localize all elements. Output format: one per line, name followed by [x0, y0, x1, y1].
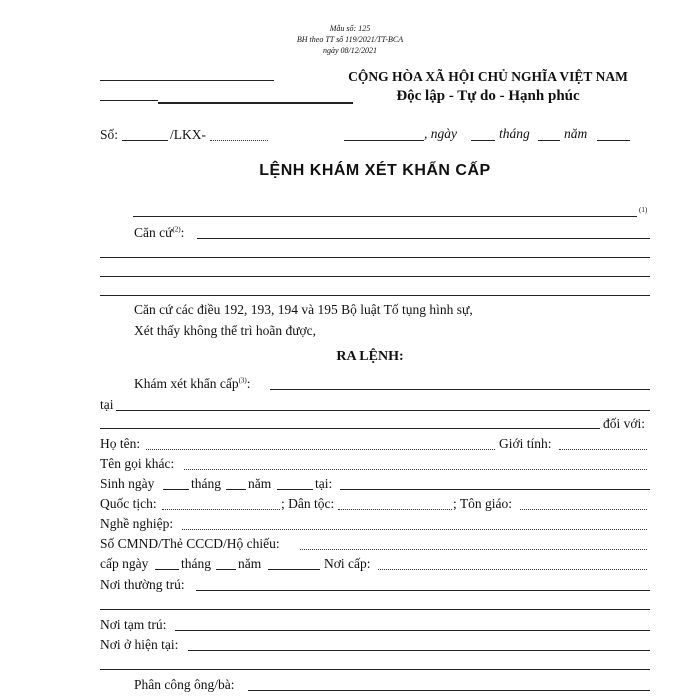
issue-day-field[interactable] — [155, 569, 179, 570]
location-label: tại — [100, 397, 114, 412]
nationality-field[interactable] — [162, 509, 280, 510]
date-day-field[interactable] — [471, 140, 495, 141]
authority-field[interactable] — [133, 216, 637, 217]
issue-year-field[interactable] — [268, 569, 320, 570]
nationality-label: Quốc tịch: — [100, 496, 157, 511]
birth-place-field[interactable] — [340, 489, 650, 490]
permanent-address-field-2[interactable] — [100, 609, 650, 610]
id-label: Số CMND/Thẻ CCCD/Hộ chiếu: — [100, 536, 280, 551]
temporary-address-field[interactable] — [175, 630, 650, 631]
permanent-address-field-1[interactable] — [196, 590, 650, 591]
religion-field[interactable] — [520, 509, 647, 510]
footnote-1-marker: (1) — [639, 206, 648, 214]
current-address-label: Nơi ở hiện tại: — [100, 637, 179, 652]
birth-year-label: năm — [248, 476, 272, 491]
lkx-label: /LKX- — [170, 127, 206, 142]
current-address-field-1[interactable] — [188, 650, 650, 651]
date-year-field[interactable] — [597, 140, 630, 141]
document-title: LỆNH KHÁM XÉT KHẨN CẤP — [259, 162, 491, 179]
occupation-label: Nghề nghiệp: — [100, 516, 174, 531]
date-month-label: tháng — [499, 126, 530, 141]
place-field[interactable] — [344, 140, 424, 141]
basis-field-3[interactable] — [100, 276, 650, 277]
form-issued-date: ngày 08/12/2021 — [323, 46, 377, 55]
issue-month-field[interactable] — [216, 569, 236, 570]
form-number: Mẫu số: 125 — [329, 24, 371, 33]
basis-label: Căn cứ$^{(2)}$: — [134, 225, 185, 240]
ethnicity-label: ; Dân tộc: — [281, 496, 335, 511]
assignment-label: Phân công ông/bà: — [134, 677, 235, 692]
current-address-field-2[interactable] — [100, 669, 650, 670]
search-field[interactable] — [270, 389, 650, 390]
basis-field-2[interactable] — [100, 257, 650, 258]
birth-day-label: Sinh ngày — [100, 476, 155, 491]
form-issued-by: BH theo TT số 119/2021/TT-BCA — [296, 35, 404, 44]
basis-field-1[interactable] — [197, 238, 650, 239]
permanent-address-label: Nơi thường trú: — [100, 577, 185, 592]
birth-year-field[interactable] — [277, 489, 313, 490]
number-label: Số: — [100, 127, 119, 142]
agency-underline — [158, 102, 353, 104]
lkx-field[interactable] — [210, 140, 268, 141]
issue-year-label: năm — [238, 556, 262, 571]
alias-label: Tên gọi khác: — [100, 456, 175, 471]
id-field[interactable] — [300, 549, 647, 550]
religion-label: ; Tôn giáo: — [453, 496, 512, 511]
assignment-field[interactable] — [248, 690, 650, 691]
date-year-label: năm — [564, 126, 588, 141]
location-field[interactable] — [116, 410, 650, 411]
issue-day-label: cấp ngày — [100, 556, 149, 571]
temporary-address-label: Nơi tạm trú: — [100, 617, 167, 632]
target-label: đối với: — [603, 416, 646, 431]
date-day-label: , ngày — [424, 126, 457, 141]
birth-place-label: tại: — [315, 476, 333, 491]
order-heading: RA LỆNH: — [336, 349, 404, 364]
basis-field-4[interactable] — [100, 295, 650, 296]
issue-place-label: Nơi cấp: — [324, 556, 371, 571]
agency-line-1[interactable] — [100, 80, 274, 81]
gender-field[interactable] — [559, 449, 647, 450]
full-name-field[interactable] — [146, 449, 495, 450]
issue-month-label: tháng — [181, 556, 211, 571]
target-field[interactable] — [100, 428, 600, 429]
full-name-label: Họ tên: — [100, 436, 141, 451]
consideration-text: Xét thấy không thể trì hoãn được, — [134, 323, 317, 338]
birth-month-label: tháng — [191, 476, 221, 491]
ethnicity-field[interactable] — [338, 509, 452, 510]
search-label: Khám xét khẩn cấp$^{(3)}$: — [134, 376, 251, 391]
legal-basis-text: Căn cứ các điều 192, 193, 194 và 195 Bộ luật Tố tụng hình sự, — [134, 302, 473, 317]
republic-title: CỘNG HÒA XÃ HỘI CHỦ NGHĨA VIỆT NAM — [348, 69, 628, 84]
gender-label: Giới tính: — [499, 436, 552, 451]
date-month-field[interactable] — [538, 140, 560, 141]
number-field[interactable] — [122, 140, 168, 141]
occupation-field[interactable] — [182, 529, 647, 530]
national-motto: Độc lập - Tự do - Hạnh phúc — [396, 88, 580, 104]
birth-month-field[interactable] — [226, 489, 246, 490]
agency-line-2a[interactable] — [100, 100, 158, 101]
alias-field[interactable] — [184, 469, 647, 470]
issue-place-field[interactable] — [378, 569, 647, 570]
birth-day-field[interactable] — [163, 489, 189, 490]
